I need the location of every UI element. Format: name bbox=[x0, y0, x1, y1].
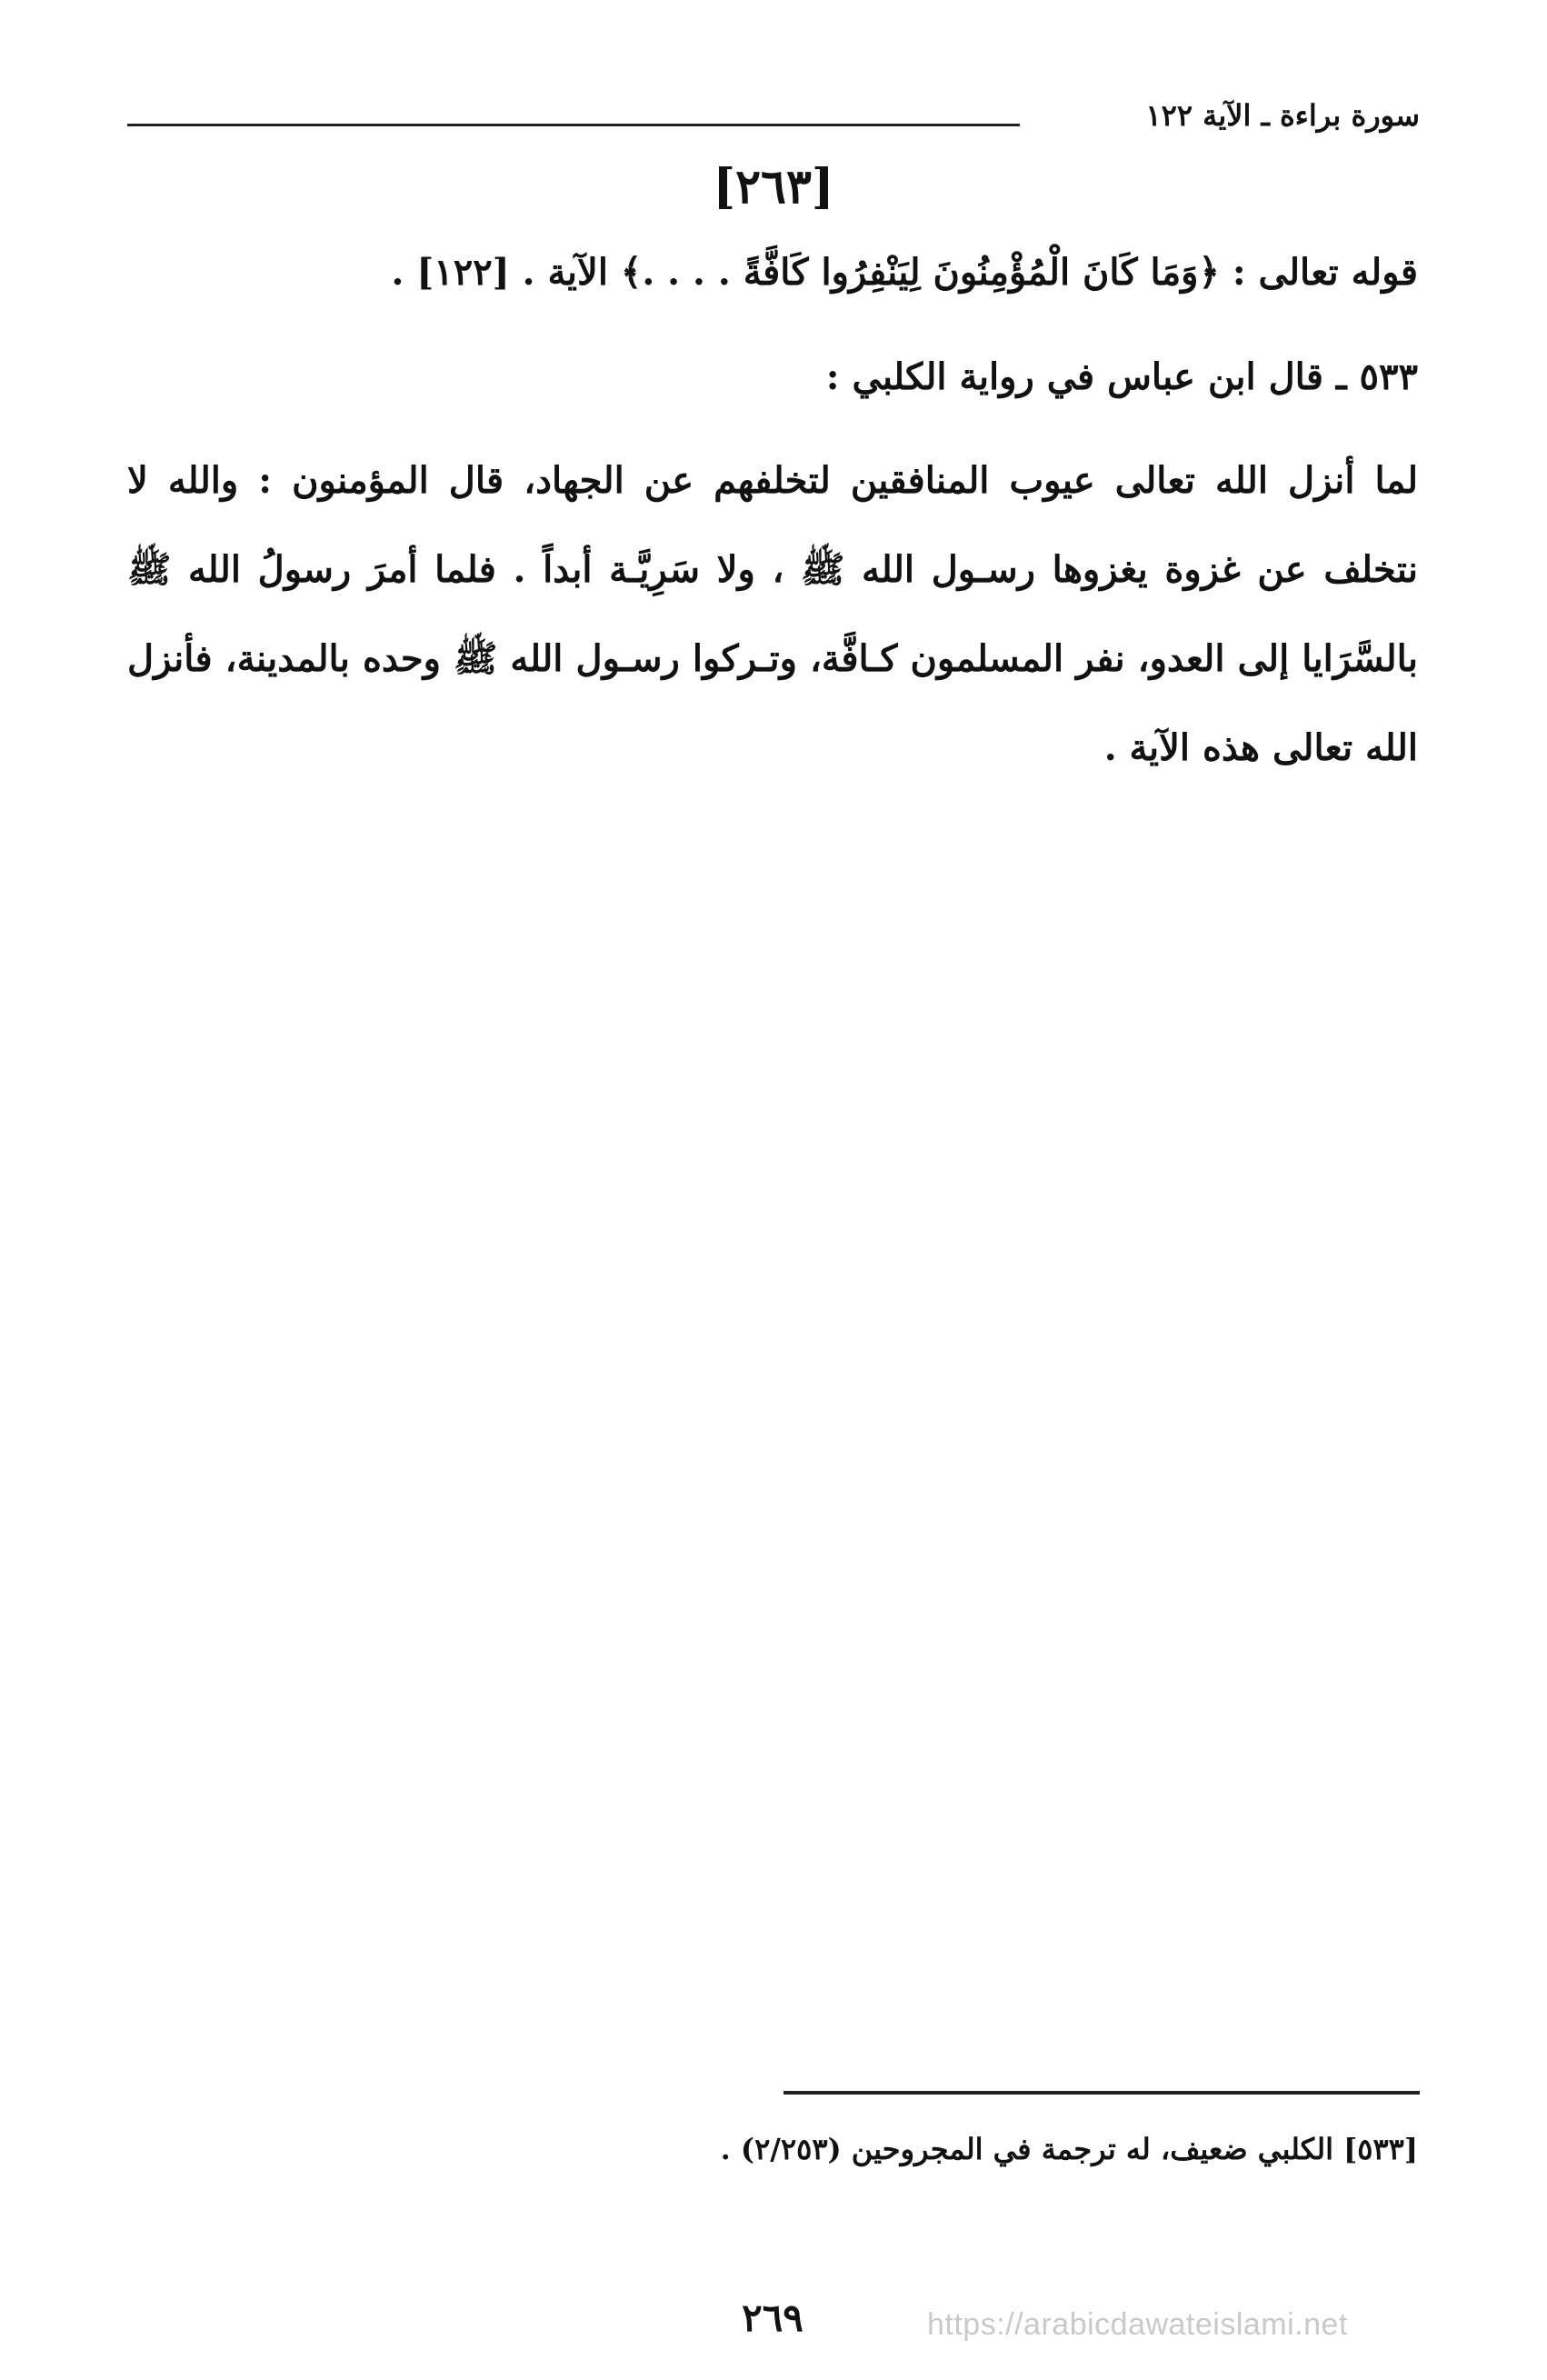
narration-heading: ٥٣٣ ـ قال ابن عباس في رواية الكلبي : bbox=[825, 355, 1418, 398]
header-title: سورة براءة ـ الآية ١٢٢ bbox=[1145, 98, 1420, 133]
verse-line: قوله تعالى : ﴿وَمَا كَانَ الْمُؤْمِنُونَ لِيَنْفِرُوا كَافَّةً . . . .﴾ الآية . [١٢٢] . bbox=[391, 251, 1418, 294]
footnote: [٥٣٣] الكلبي ضعيف، له ترجمة في المجروحين (٢/٢٥٣) . bbox=[720, 2132, 1418, 2166]
section-number: [٢٦٣] bbox=[713, 159, 834, 215]
body-paragraph: لما أنزل الله تعالى عيوب المنافقين لتخلفهم عن الجهاد، قال المؤمنون : والله لا نتخلف عن غزوة يغزوها رسـول الله ﷺ ، ولا سَرِيَّـة أبداً . فلما أمرَ رسولُ الله ﷺ بالسَّرَايا إلى العدو، نفر المسلمون كـافَّة، وتـركوا رسـول الله ﷺ وحده بالمدينة، فأنزل الله تعالى هذه الآية . bbox=[127, 459, 1418, 769]
running-header bbox=[127, 98, 1420, 135]
watermark-url: https://arabicdawateislami.net bbox=[927, 2307, 1348, 2342]
header-rule bbox=[127, 124, 1020, 126]
footnote-rule bbox=[783, 2091, 1420, 2095]
page-number: ٢٦٩ bbox=[742, 2295, 803, 2340]
